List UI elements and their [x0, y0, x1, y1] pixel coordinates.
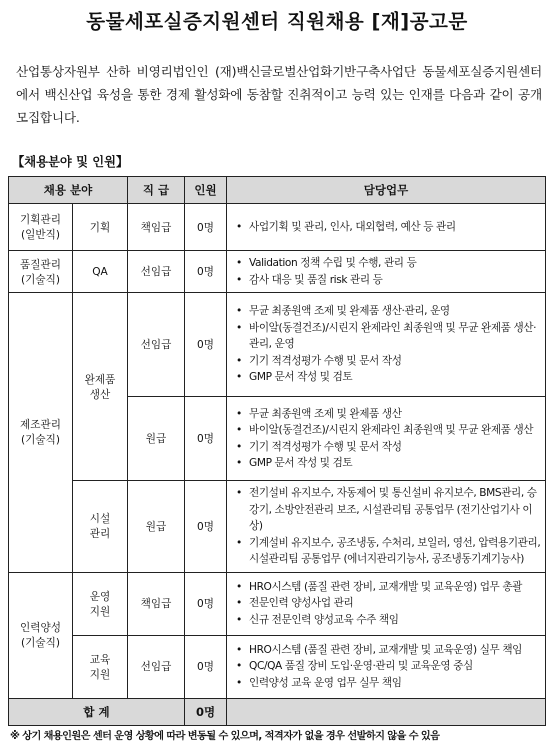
duty-item: • GMP 문서 작성 및 검토: [233, 455, 541, 472]
header-grade: 직 급: [128, 177, 185, 204]
header-duty: 담당업무: [227, 177, 546, 204]
grade-cell: 책임급: [128, 572, 185, 635]
duty-item: • 전문인력 양성사업 관리: [233, 595, 541, 612]
count-cell: 0명: [185, 204, 227, 251]
count-cell: 0명: [185, 251, 227, 293]
table-row: [9, 251, 546, 293]
count-cell: 0명: [185, 572, 227, 635]
count-cell: 0명: [185, 635, 227, 698]
subfield-cell: 완제품 생산: [73, 293, 128, 481]
count-cell: 0명: [185, 397, 227, 481]
total-empty-cell: [227, 698, 546, 725]
subfield-cell: QA: [73, 251, 128, 293]
total-label: 합 계: [9, 698, 185, 725]
duty-item: • 신규 전문인력 양성교육 수주 책임: [233, 612, 541, 629]
total-count: 0명: [185, 698, 227, 725]
count-cell: 0명: [185, 293, 227, 397]
table-row: [9, 635, 546, 698]
duty-item: • 바이알(동결건조)/시린지 완제라인 최종원액 및 무균 완제품 생산: [233, 422, 541, 439]
duty-item: • Validation 정책 수립 및 수행, 관리 등: [233, 255, 541, 272]
field-cell: 제조관리 (기술직): [9, 293, 73, 573]
footnote: ※ 상기 채용인원은 센터 운영 상황에 따라 변동될 수 있으며, 적격자가 없을 경우 선발하지 않을 수 있음: [10, 731, 440, 742]
table-row: [9, 572, 546, 635]
duty-cell: [227, 204, 546, 251]
duty-cell: [227, 397, 546, 481]
duty-item: • 무균 최종원액 조제 및 완제품 생산·관리, 운영: [233, 303, 541, 320]
duty-item: • 사업기획 및 관리, 인사, 대외협력, 예산 등 관리: [233, 219, 541, 236]
document-title: 동물세포실증지원센터 직원채용 [재]공고문: [86, 10, 468, 33]
grade-cell: 원급: [128, 481, 185, 573]
duty-item: • HRO시스템 (품질 관련 장비, 교재개발 및 교육운영) 실무 책임: [233, 642, 541, 659]
duty-cell: [227, 251, 546, 293]
grade-cell: 선임급: [128, 251, 185, 293]
grade-cell: 원급: [128, 397, 185, 481]
duty-item: • 기계설비 유지보수, 공조냉동, 수처리, 보일러, 영선, 압력용기관리, 시설관리팀 공통업무 (에너지관리기능사, 공조냉동기계기능사): [233, 535, 541, 568]
total-row: [9, 698, 546, 725]
duty-item: • GMP 문서 작성 및 검토: [233, 369, 541, 386]
field-cell: 인력양성 (기술직): [9, 572, 73, 698]
duty-cell: [227, 293, 546, 397]
duty-item: • QC/QA 품질 장비 도입·운영·관리 및 교육운영 중심: [233, 658, 541, 675]
subfield-cell: 기획: [73, 204, 128, 251]
duty-item: • 무균 최종원액 조제 및 완제품 생산: [233, 406, 541, 423]
header-count: 인원: [185, 177, 227, 204]
duty-item: • 전기설비 유지보수, 자동제어 및 통신설비 유지보수, BMS관리, 승강기, 소방안전관리 보조, 시설관리팀 공통업무 (전기산업기사 이상): [233, 485, 541, 535]
duty-item: • 기기 적격성평가 수행 및 문서 작성: [233, 353, 541, 370]
duty-item: • 바이알(동결건조)/시린지 완제라인 최종원액 및 무균 완제품 생산·관리, 운영: [233, 320, 541, 353]
table-row: [9, 481, 546, 573]
count-cell: 0명: [185, 481, 227, 573]
intro-paragraph: 산업통상자원부 산하 비영리법인인 (재)백신글로벌산업화기반구축사업단 동물세포실증지원센터에서 백신산업 육성을 통한 경제 활성화에 동참할 진취적이고 능력 있는 인재를 다음과 같이 공개 모집합니다.: [16, 64, 542, 125]
grade-cell: 선임급: [128, 635, 185, 698]
duty-item: • 감사 대응 및 품질 risk 관리 등: [233, 272, 541, 289]
subfield-cell: 운영 지원: [73, 572, 128, 635]
field-cell: 기획관리 (일반직): [9, 204, 73, 251]
table-header-row: [9, 177, 546, 204]
grade-cell: 책임급: [128, 204, 185, 251]
subfield-cell: 시설 관리: [73, 481, 128, 573]
duty-item: • HRO시스템 (품질 관련 장비, 교재개발 및 교육운영) 업무 총괄: [233, 579, 541, 596]
grade-cell: 선임급: [128, 293, 185, 397]
duty-cell: [227, 481, 546, 573]
duty-cell: [227, 635, 546, 698]
table-row: [9, 293, 546, 397]
section-title: 【채용분야 및 인원】: [12, 155, 129, 169]
duty-item: • 인력양성 교육 운영 업무 실무 책임: [233, 675, 541, 692]
duty-item: • 기기 적격성평가 수행 및 문서 작성: [233, 439, 541, 456]
header-field: 채용 분야: [9, 177, 128, 204]
subfield-cell: 교육 지원: [73, 635, 128, 698]
recruitment-table: [8, 176, 546, 726]
field-cell: 품질관리 (기술직): [9, 251, 73, 293]
table-row: [9, 204, 546, 251]
duty-cell: [227, 572, 546, 635]
